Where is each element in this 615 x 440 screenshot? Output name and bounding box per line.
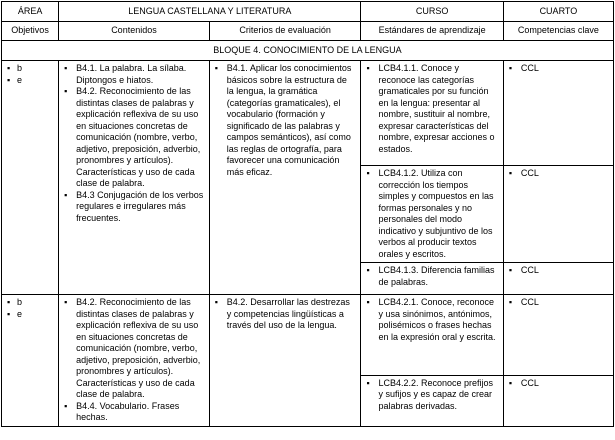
criterio-cell xyxy=(209,295,361,427)
table-row xyxy=(2,295,614,376)
competencia-item: ▪ CCL xyxy=(509,265,608,277)
objetivos-cell xyxy=(2,295,59,427)
objetivo-item: ▪ b xyxy=(7,63,53,75)
contenidos-cell xyxy=(59,61,210,295)
estandar-item: ▪ LCB4.2.2. Reconoce prefijos y sufijos y es capaz de crear palabras derivadas. xyxy=(366,378,497,413)
bloque-row xyxy=(2,41,614,61)
contenido-item: ▪ B4.4. Vocabulario. Frases hechas. xyxy=(64,401,204,424)
competencia-cell xyxy=(503,295,613,376)
header-row xyxy=(2,2,614,22)
estandar-item: ▪ LCB4.1.1. Conoce y reconoce las categorías gramaticales por su función en la lengua: presentar al nombre, sustituir al nombre, expresar características del nombre, expresar acciones o estados. xyxy=(366,63,497,155)
column-header-row xyxy=(2,22,614,41)
objetivo-item: ▪ e xyxy=(7,75,53,87)
table-row xyxy=(2,61,614,166)
competencia-item: ▪ CCL xyxy=(509,378,608,390)
competencia-item: ▪ CCL xyxy=(509,168,608,180)
estandar-cell xyxy=(361,263,503,295)
contenido-item: ▪ B4.1. La palabra. La sílaba. Diptongos e hiatos. xyxy=(64,63,204,86)
column-header-contenidos: Contenidos xyxy=(59,22,210,41)
estandar-item: ▪ LCB4.2.1. Conoce, reconoce y usa sinónimos, antónimos, polisémicos o frases hechas en la expresión oral y escrita. xyxy=(366,297,497,343)
curso-value: CUARTO xyxy=(503,2,613,22)
area-label: ÁREA xyxy=(2,2,59,22)
contenido-item: ▪ B4.2. Reconocimiento de las distintas clases de palabras y explicación reflexiva de su uso en situaciones concretas de comunicación (nombre, verbo, adjetivo, preposición, adverbio, pronombres y artículos). Características y uso de cada clase de palabra. xyxy=(64,86,204,190)
column-header-criterios: Criterios de evaluación xyxy=(209,22,361,41)
competencia-cell xyxy=(503,166,613,263)
contenidos-cell xyxy=(59,295,210,427)
competencia-item: ▪ CCL xyxy=(509,63,608,75)
competencia-item: ▪ CCL xyxy=(509,297,608,309)
competencia-cell xyxy=(503,375,613,426)
estandar-cell xyxy=(361,61,503,166)
curso-label: CURSO xyxy=(361,2,503,22)
subject-title: LENGUA CASTELLANA Y LITERATURA xyxy=(59,2,361,22)
criterio-cell xyxy=(209,61,361,295)
objetivos-cell xyxy=(2,61,59,295)
column-header-objetivos: Objetivos xyxy=(2,22,59,41)
bloque-title: BLOQUE 4. CONOCIMIENTO DE LA LENGUA xyxy=(2,41,614,61)
criterio-item: ▪ B4.1. Aplicar los conocimientos básicos sobre la estructura de la lengua, la gramática (categorías gramaticales), el vocabulario (formación y significado de las palabras y campos semánticos), así como las reglas de ortografía, para favorecer una comunicación más eficaz. xyxy=(215,63,356,178)
objetivo-item: ▪ b xyxy=(7,297,53,309)
contenido-item: ▪ B4.2. Reconocimiento de las distintas clases de palabras y explicación reflexiva de su uso en situaciones concretas de comunicación (nombre, verbo, adjetivo, preposición, adverbio, pronombres y artículos). Características y uso de cada clase de palabra. xyxy=(64,297,204,401)
column-header-competencias: Competencias clave xyxy=(503,22,613,41)
estandar-cell xyxy=(361,166,503,263)
competencia-cell xyxy=(503,61,613,166)
curriculum-table xyxy=(1,1,614,427)
competencia-cell xyxy=(503,263,613,295)
estandar-item: ▪ LCB4.1.2. Utiliza con corrección los tiempos simples y compuestos en las formas personales y no personales del modo indicativo y subjuntivo de los verbos al producir textos orales y escritos. xyxy=(366,168,497,260)
column-header-estandares: Estándares de aprendizaje xyxy=(361,22,503,41)
contenido-item: ▪ B4.3 Conjugación de los verbos regulares e irregulares más frecuentes. xyxy=(64,190,204,225)
objetivo-item: ▪ e xyxy=(7,309,53,321)
estandar-cell xyxy=(361,375,503,426)
estandar-item: ▪ LCB4.1.3. Diferencia familias de palabras. xyxy=(366,265,497,288)
criterio-item: ▪ B4.2. Desarrollar las destrezas y competencias lingüísticas a través del uso de la lengua. xyxy=(215,297,356,332)
estandar-cell xyxy=(361,295,503,376)
